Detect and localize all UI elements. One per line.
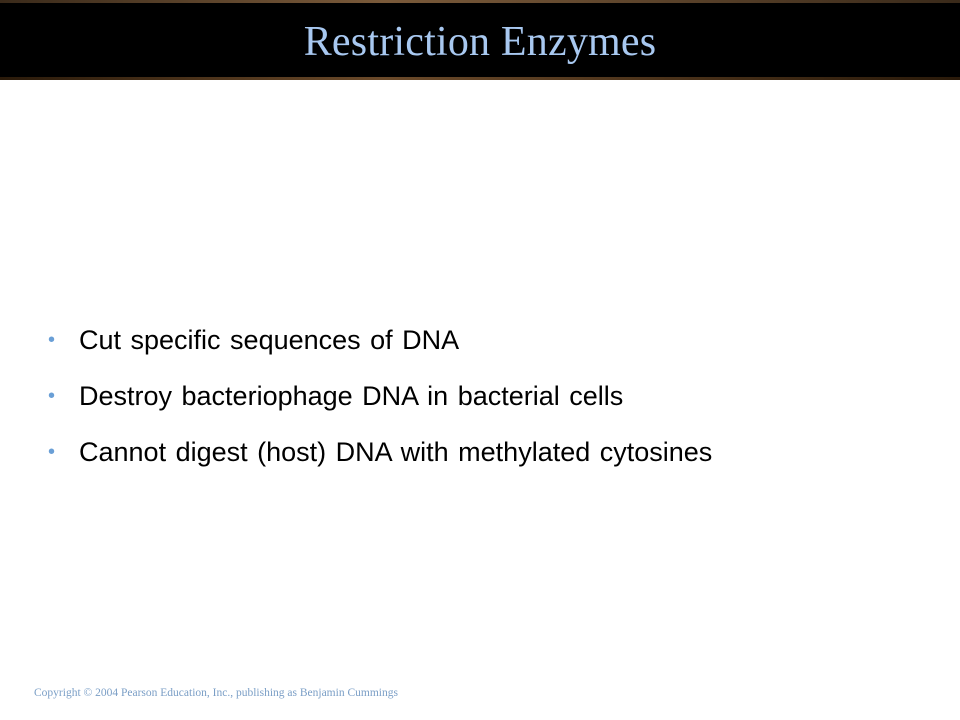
bullet-text: Cannot digest (host) DNA with methylated cytosines bbox=[79, 436, 713, 467]
bullet-item bbox=[48, 424, 712, 480]
bullet-marker: • bbox=[48, 385, 56, 407]
bullet-text: Destroy bacteriophage DNA in bacterial cells bbox=[79, 380, 624, 411]
bullet-marker: • bbox=[48, 329, 56, 351]
copyright-notice: Copyright © 2004 Pearson Education, Inc., publishing as Benjamin Cummings bbox=[34, 687, 398, 699]
slide-title: Restriction Enzymes bbox=[303, 19, 657, 65]
bullet-list bbox=[48, 312, 712, 480]
title-bar-top-edge bbox=[0, 0, 960, 3]
bullet-item bbox=[48, 312, 712, 368]
title-bar-bottom-edge bbox=[0, 77, 960, 80]
title-bar bbox=[0, 0, 960, 80]
bullet-marker: • bbox=[48, 441, 56, 463]
bullet-text: Cut specific sequences of DNA bbox=[79, 324, 460, 355]
bullet-item bbox=[48, 368, 712, 424]
